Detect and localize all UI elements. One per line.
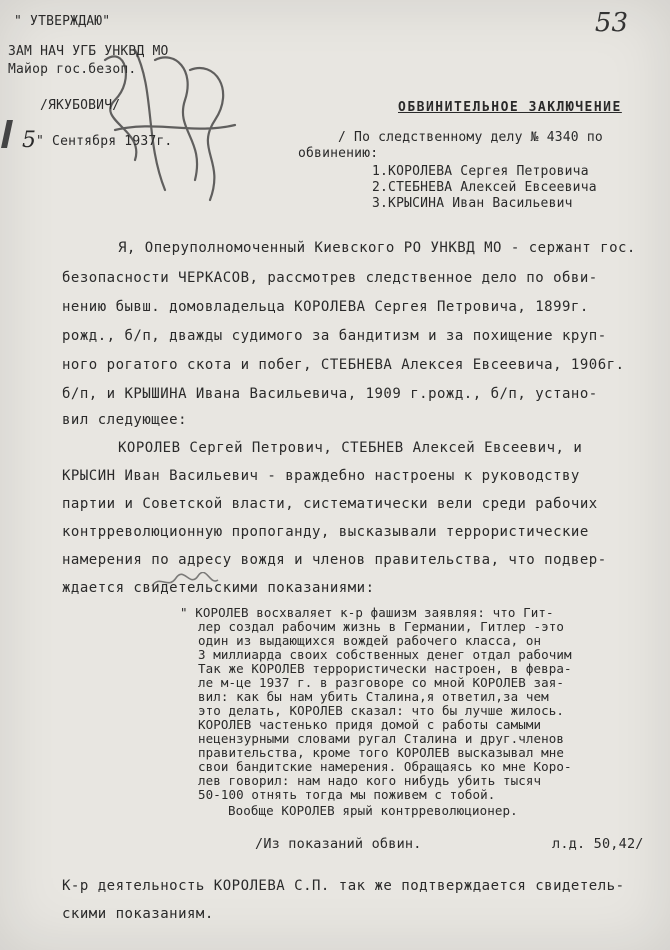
closing-line: К-р деятельность КОРОЛЕВА С.П. так же подтверждается свидетель- xyxy=(62,878,625,894)
charge-label: обвинению: xyxy=(298,146,379,161)
date-day: 5 xyxy=(22,128,37,153)
body-line: ждается свидетельскими показаниями: xyxy=(62,580,375,596)
approver-name: /ЯКУБОВИЧ/ xyxy=(40,98,121,113)
quote-line: лев говорил: нам надо кого нибудь убить тысяч xyxy=(198,773,542,788)
quote-line: вил: как бы нам убить Сталина,я ответил,за чем xyxy=(198,689,549,704)
accused-3: 3.КРЫСИНА Иван Васильевич xyxy=(372,196,573,211)
body-line: безопасности ЧЕРКАСОВ, рассмотрев следственное дело по обви- xyxy=(62,270,598,286)
quote-line: " КОРОЛЕВ восхваляет к-р фашизм заявляя: что Гит- xyxy=(180,605,554,620)
accused-2: 2.СТЕБНЕВА Алексей Евсеевича xyxy=(372,180,597,195)
body-line: намерения по адресу вождя и членов правительства, что подвер- xyxy=(62,552,607,568)
closing-line: скими показаниям. xyxy=(62,906,214,922)
approver-rank: Майор гос.безоп. xyxy=(8,62,137,77)
body-line: рожд., б/п, дважды судимого за бандитизм и за похищение круп- xyxy=(62,328,607,344)
quote-line: правительства, кроме того КОРОЛЕВ высказывал мне xyxy=(198,745,565,760)
body-line: Я, Оперуполномоченный Киевского РО УНКВД МО - сержант гос. xyxy=(118,240,636,256)
quote-line: Так же КОРОЛЕВ террористически настроен, в февра- xyxy=(198,661,572,676)
quote-source: /Из показаний обвин. xyxy=(255,836,422,852)
body-line: вил следующее: xyxy=(62,412,188,428)
quote-line: 3 миллиарда своих собственных денег отдал рабочим xyxy=(198,647,572,662)
quote-line: один из выдающихся вождей рабочего класса, он xyxy=(198,633,542,648)
document-title: ОБВИНИТЕЛЬНОЕ ЗАКЛЮЧЕНИЕ xyxy=(398,100,622,115)
quote-line: лер создал рабочим жизнь в Германии, Гитлер -это xyxy=(198,619,565,634)
quote-line: свои бандитские намерения. Обращаясь ко мне Коро- xyxy=(198,759,572,774)
quote-line: КОРОЛЕВ частенько придя домой с работы самыми xyxy=(198,717,542,732)
body-line: контрреволюционную пропоганду, высказывали террористические xyxy=(62,524,589,540)
case-reference: / По следственному делу № 4340 по xyxy=(338,130,603,145)
body-line: партии и Советской власти, систематически вели среди рабочих xyxy=(62,496,598,512)
quote-line: Вообще КОРОЛЕВ ярый контрреволюционер. xyxy=(228,803,518,818)
quote-line: ле м-це 1937 г. в разговоре со мной КОРОЛЕВ зая- xyxy=(198,675,565,690)
approver-position: ЗАМ НАЧ УГБ УНКВД МО xyxy=(8,44,169,59)
date-text: " Сентября 1937г. xyxy=(36,134,173,149)
handwritten-annotation xyxy=(150,572,220,592)
quote-line: это делать, КОРОЛЕВ сказал: что бы лучше жилось. xyxy=(198,703,565,718)
quote-line: нецензурными словами ругал Сталина и друг.членов xyxy=(198,731,565,746)
body-line: КОРОЛЕВ Сергей Петрович, СТЕБНЕВ Алексей Евсеевич, и xyxy=(118,440,583,456)
approval-heading: " УТВЕРЖДАЮ" xyxy=(14,14,111,29)
body-line: нению бывш. домовладельца КОРОЛЕВА Сергея Петровича, 1899г. xyxy=(62,299,589,315)
quote-pages: л.д. 50,42/ xyxy=(552,836,644,852)
archive-page-number: 53 xyxy=(594,8,628,38)
handwritten-signature xyxy=(95,40,245,210)
accused-1: 1.КОРОЛЕВА Сергея Петровича xyxy=(372,164,589,179)
body-line: б/п, и КРЫШИНА Ивана Васильевича, 1909 г.рожд., б/п, устано- xyxy=(62,386,598,402)
body-line: КРЫСИН Иван Васильевич - враждебно настроены к руководству xyxy=(62,468,580,484)
body-line: ного рогатого скота и побег, СТЕБНЕВА Алексея Евсеевича, 1906г. xyxy=(62,357,625,373)
margin-mark xyxy=(1,120,13,148)
quote-line: 50-100 отнять тогда мы поживем с тобой. xyxy=(198,787,496,802)
